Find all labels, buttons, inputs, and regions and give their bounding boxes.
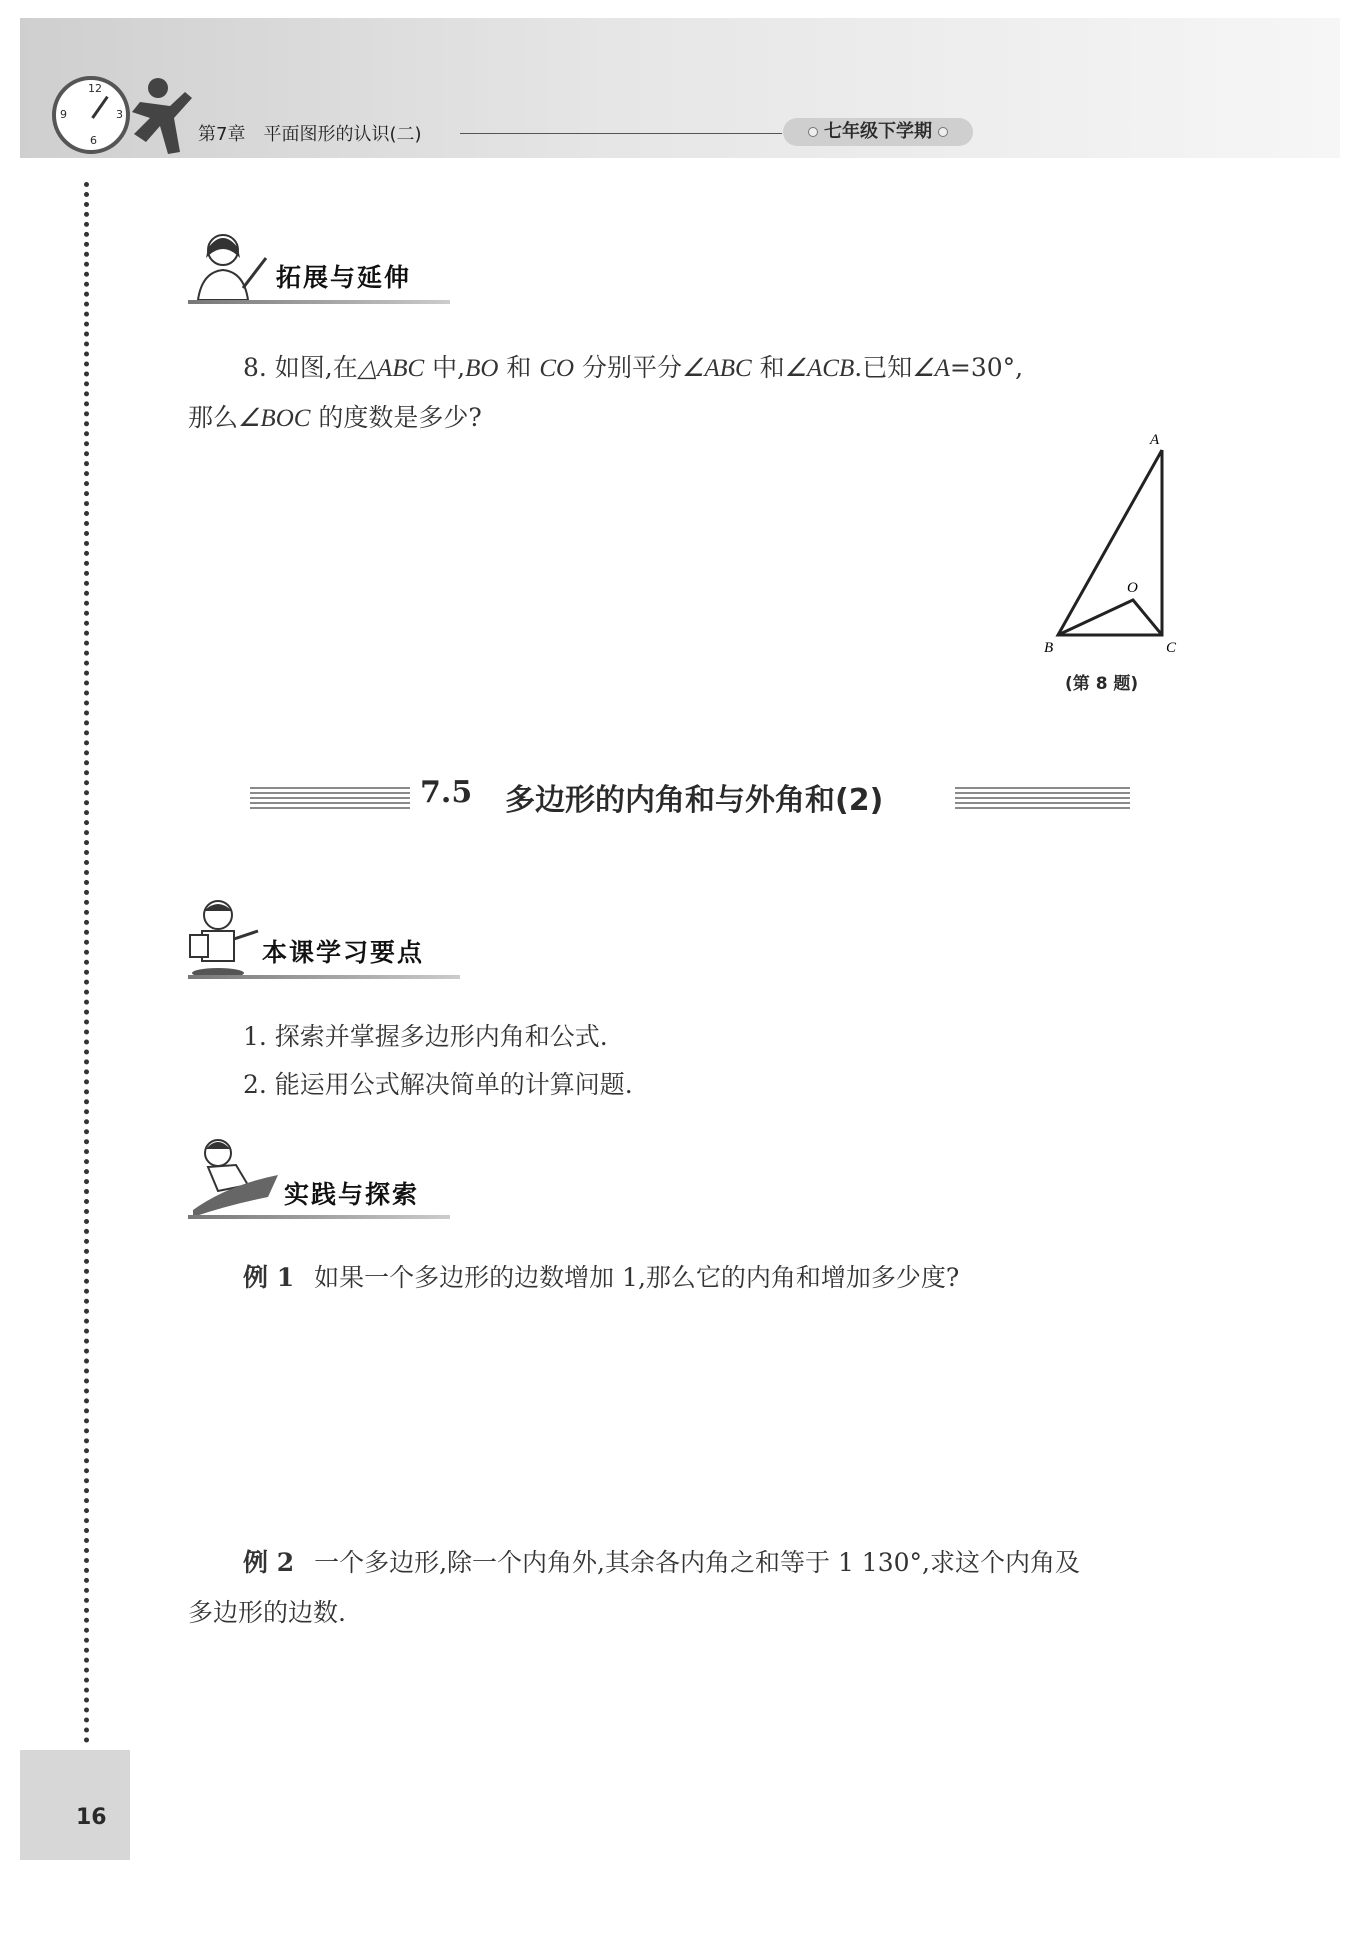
- q8-angle-a: ∠A: [912, 355, 950, 382]
- label-a: A: [1150, 432, 1160, 448]
- q8-text-2c: 的度数是多少?: [310, 403, 482, 432]
- title-stripes-right: [955, 787, 1130, 811]
- key-point-1: 1. 探索并掌握多边形内角和公式.: [243, 1022, 608, 1051]
- q8-text-e: 和: [498, 353, 540, 382]
- q8-angle-acb: ∠ACB: [784, 355, 855, 382]
- example-1-text: 如果一个多边形的边数增加 1,那么它的内角和增加多少度?: [314, 1263, 960, 1292]
- header-rule: [460, 133, 782, 134]
- chapter-title: 平面图形的认识(二): [263, 124, 422, 145]
- example-1-label: 例 1: [243, 1263, 295, 1292]
- clock-icon: 12 3 6 9: [52, 76, 130, 154]
- question-8-line2: [188, 393, 1088, 444]
- page-tab: [20, 1750, 130, 1860]
- lesson-number: 7.5: [420, 775, 473, 810]
- practice-section-header: [188, 1135, 458, 1215]
- key-point-2: 2. 能运用公式解决简单的计算问题.: [243, 1070, 633, 1099]
- title-stripes-left: [250, 787, 410, 811]
- q8-text-k: .已知: [854, 353, 913, 382]
- q8-text-g: 分别平分: [574, 353, 683, 382]
- example-1: [243, 1253, 1143, 1303]
- triangle-abc: [1058, 450, 1162, 635]
- q8-text-c: 中,: [424, 353, 466, 382]
- q8-co: CO: [539, 355, 575, 382]
- section-underline: [188, 975, 460, 979]
- extension-section-header: [188, 228, 458, 308]
- q8-triangle: △ABC: [357, 355, 425, 382]
- grade-label: 七年级下学期: [824, 121, 932, 142]
- q8-text-a: 8. 如图,在: [243, 353, 358, 382]
- triangle-figure: [1030, 430, 1190, 660]
- chapter-header: [198, 120, 422, 146]
- q8-text-i: 和: [751, 353, 785, 382]
- example-2-line1: [243, 1538, 1203, 1588]
- practice-section-label: 实践与探索: [284, 1180, 420, 1209]
- q8-bo: BO: [465, 355, 499, 382]
- label-o: O: [1127, 580, 1138, 596]
- page-number: 16: [76, 1805, 107, 1830]
- q8-angle-boc: ∠BOC: [238, 405, 311, 432]
- boy-surfing-icon: [188, 1135, 283, 1225]
- q8-text-m: =30°,: [949, 353, 1024, 382]
- lesson-header: [250, 775, 1130, 825]
- example-2-label: 例 2: [243, 1548, 295, 1577]
- chapter-number: 第7章: [198, 124, 246, 145]
- extension-section-label: 拓展与延伸: [276, 263, 412, 292]
- figure-caption: (第 8 题): [1065, 674, 1139, 694]
- q8-angle-abc: ∠ABC: [682, 355, 752, 382]
- runner-icon: [110, 72, 200, 162]
- boy-reading-icon: [188, 895, 268, 980]
- section-underline: [188, 1215, 450, 1219]
- lesson-title: 多边形的内角和与外角和(2): [505, 783, 884, 818]
- section-underline: [188, 300, 450, 304]
- question-8-line1: [243, 343, 1203, 394]
- label-b: B: [1044, 640, 1054, 656]
- key-points-label: 本课学习要点: [262, 938, 425, 967]
- q8-text-2a: 那么: [188, 403, 239, 432]
- example-2-text: 一个多边形,除一个内角外,其余各内角之和等于 1 130°,求这个内角及: [314, 1548, 1080, 1577]
- example-2-line2: 多边形的边数.: [188, 1598, 346, 1627]
- dotted-margin-line: [84, 182, 89, 1744]
- grade-badge: [783, 118, 973, 146]
- teacher-icon: [188, 228, 273, 303]
- key-points-section-header: [188, 895, 468, 975]
- label-c: C: [1166, 640, 1177, 656]
